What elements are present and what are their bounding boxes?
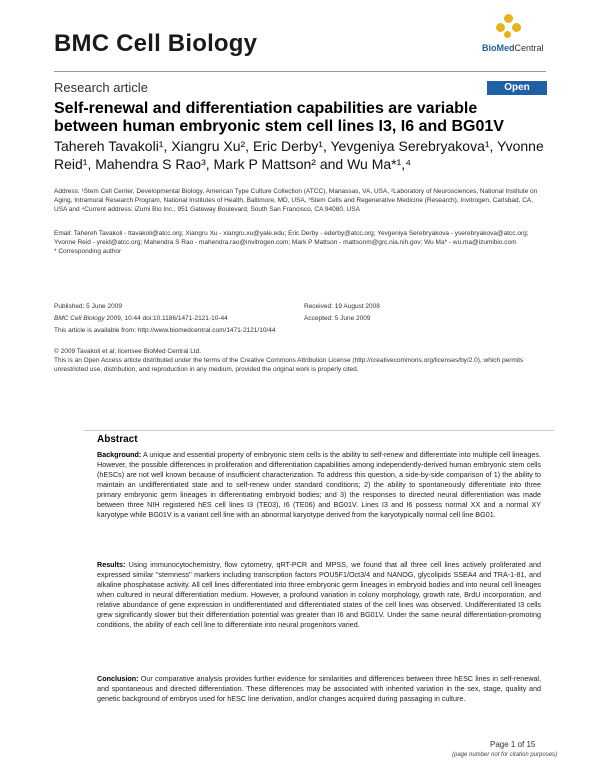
abstract-background: Background: A unique and essential property of embryonic stem cells is the ability to self-renew and differentiate into multiple cell lineages. However, the possible differences in proliferation and differentiation capabilities among independently-derived human embryonic stem cells (hESCs) are not well known because of insufficient characterization. To address this question, a side-by-side comparison of 1) the ability to maintain an undifferentiated state and to self-renew under standard conditions; 2) the ability to spontaneously differentiate into three primary embryonic germ lineages in differentiating embryoid bodies; and 3) the responses to directed neural differentiation was made between three NIH registered hES cell lines I3 (TE03), I6 (TE06) and BG01V. Lines I3 and I6 possess normal XX and a normal XY karyotype while BG01V is a variant cell line with an abnormal karyotype derived from the karyotypically normal cell line BG01. <box>97 450 541 519</box>
abstract-results: Results: Using immunocytochemistry, flow cytometry, qRT-PCR and MPSS, we found that all three cell lines actively proliferated and expressed similar "stemness" markers including transcription factors POU5F1/Oct3/4 and NANOG, glycolipids SSEA4 and TRA-1-81, and alkaline phosphatase activity. All cell lines differentiated into three embryonic germ lineages in embryoid bodies and into neural cell lineages when cultured in neural differentiation medium. However, a profound variation in colony morphology, growth rate, BrdU incorporation, and relative abundance of gene expression in undifferentiated and differentiated states of the cell lines was observed. Undifferentiated I3 cells grew significantly slower but their differentiation potential was greater than I6 and BG01V. Under the same neural differentiation-promoting conditions, the ability of each cell line to differentiate into neural progenitors varied. <box>97 560 541 629</box>
abstract-heading: Abstract <box>97 434 138 445</box>
accepted-date: Accepted: 5 June 2009 <box>304 315 371 322</box>
article-url: This article is available from: http://www.biomedcentral.com/1471-2121/10/44 <box>54 327 276 334</box>
logo-wordmark: BioMedCentral <box>482 43 544 53</box>
page-number: Page 1 of 15 <box>490 740 536 749</box>
email-list: Email: Tahereh Tavakoli - ttavakoli@atcc.org; Xiangru Xu - xiangru.xu@yale.edu; Eric Derby - ederby@atcc.org; Yevgeniya Serebryakova - yserebryakova@atcc.org; Yvonne Reid - yreid@atcc.org; Mahendra S Rao - mahendra.rao@invitrogen.com; Mark P Mattson - mattsonm@grc.nia.nih.gov; Wu Ma* - wu.ma@izumibio.com <box>54 230 529 246</box>
received-date: Received: 19 August 2008 <box>304 303 380 310</box>
corresponding-note: * Corresponding author <box>54 248 122 255</box>
header-rule <box>54 71 546 72</box>
author-list: Tahereh Tavakoli¹, Xiangru Xu², Eric Derby¹, Yevgeniya Serebryakova¹, Yvonne Reid¹, Mahendra S Rao³, Mark P Mattson² and Wu Ma*¹,⁴ <box>54 138 544 172</box>
abstract-conclusion: Conclusion: Our comparative analysis provides further evidence for similarities and differences between three hESC lines in self-renewal, and spontaneous and directed differentiation. These differences may be associated with inherited variation in the sex, stage, quality and genetic background of embryos used for hESC line derivation, and/or changes acquired during passaging in culture. <box>97 674 541 703</box>
logo-dot <box>496 23 505 32</box>
page-note: (page number not for citation purposes) <box>452 752 558 758</box>
logo-dot <box>504 31 511 38</box>
biomed-central-logo <box>482 14 552 56</box>
published-date: Published: 5 June 2009 <box>54 303 122 310</box>
citation: BMC Cell Biology 2009, 10:44 doi:10.1186/1471-2121-10-44 <box>54 315 228 322</box>
license-block <box>54 347 546 374</box>
journal-title: BMC Cell Biology <box>54 30 258 57</box>
author-emails <box>54 229 546 256</box>
article-type: Research article <box>54 80 148 95</box>
affiliations: Address: ¹Stem Cell Center, Developmental Biology, American Type Culture Collection (ATCC), Manassas, VA, USA, ²Laboratory of Neurosciences, National Institute on Aging, Intramural Research Program, National Institutes of Health, Baltimore, MD, USA, ³Stem Cells and Regenerative Medicine (Research), Invitrogen, Carlsbad, CA, USA and ⁴Current address: iZumi Bio Inc., 951 Gateway Boulevard, South San Francisco, CA 94080, USA <box>54 188 538 213</box>
open-access-badge: Open Access <box>487 81 547 95</box>
logo-dot <box>512 23 521 32</box>
license-text: This is an Open Access article distributed under the terms of the Creative Commons Attribution License (http://creativecommons.org/licenses/by/2.0), which permits unrestricted use, distribution, and reproduction in any medium, provided the original work is properly cited. <box>54 357 524 373</box>
logo-dot <box>504 14 513 23</box>
article-title: Self-renewal and differentiation capabilities are variable between human embryonic stem cell lines I3, I6 and BG01V <box>54 100 504 135</box>
dates <box>304 302 504 323</box>
copyright: © 2009 Tavakoli et al; licensee BioMed Central Ltd. <box>54 348 202 355</box>
publication-info <box>54 302 294 335</box>
